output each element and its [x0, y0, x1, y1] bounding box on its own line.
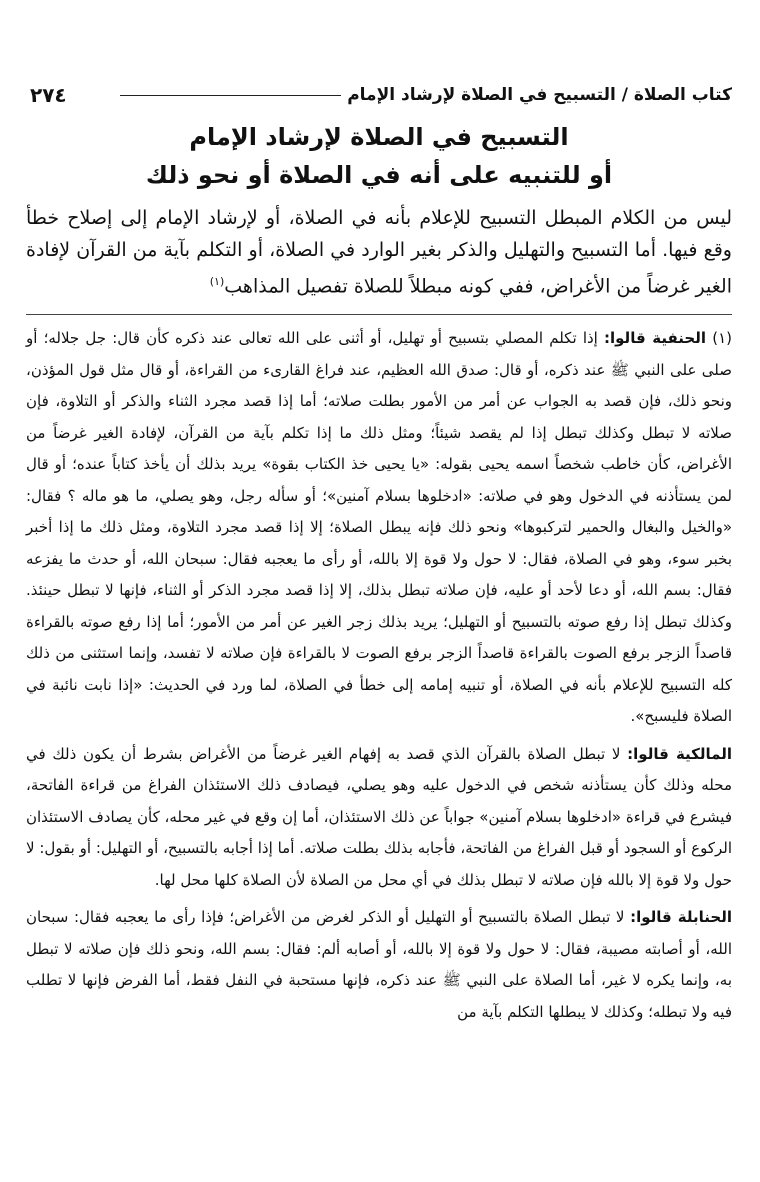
footnote-reference: (١) — [209, 275, 225, 288]
section-title — [26, 118, 732, 194]
header-rule — [120, 95, 341, 96]
page-number: ٢٧٤ — [30, 83, 67, 107]
footnote-text-hanbali: لا تبطل الصلاة بالتسبيح أو التهليل أو الذكر لغرض من الأغراض؛ فإذا رأى ما يعجبه فقال: سبحان الله، أو أصابته مصيبة، فقال: لا حول ولا قوة إلا بالله، أو أصابه ألم: فقال: بسم الله، ونحو ذلك فإن صلاته لا تبطل به، وإنما يكره لا غير، أما الصلاة على النبي ﷺ عند ذكره، فإنها مستحبة في النفل فقط، أما الفرض فإنها لا تطلب فيه ولا تبطله؛ وكذلك لا يبطلها التكلم بآية من — [26, 908, 732, 1021]
footnote-hanafi — [26, 323, 732, 733]
section-title-line-1: التسبيح في الصلاة لإرشاد الإمام — [189, 123, 569, 151]
school-label-hanbali: الحنابلة قالوا: — [630, 908, 732, 927]
footnote-maliki — [26, 739, 732, 897]
footnote-marker: (١) — [712, 329, 732, 348]
section-title-line-2: أو للتنبيه على أنه في الصلاة أو نحو ذلك — [145, 161, 613, 189]
footnote-text-maliki: لا تبطل الصلاة بالقرآن الذي قصد به إفهام الغير غرضاً من الأغراض بشرط أن يكون ذلك في محله وذلك كأن يستأذنه شخص في الدخول عليه وهو يصلي، فيصادف ذلك الاستئذان الفراغ من قراءة الفاتحة، فيشرع في قراءة «ادخلوها بسلام آمنين» جواباً عن ذلك الاستئذان، أما إن وقع في غير محله، كأن يصادف الاستئذان الركوع أو السجود أو قبل الفراغ من الفاتحة، فأجابه بذلك بطلت صلاته. أما إذا أجابه بالتسبيح، أو التهليل: أو بقول: لا حول ولا قوة إلا بالله فإن صلاته لا تبطل بذلك في أي محل من الصلاة لأن الصلاة كلها محل لها. — [26, 744, 732, 889]
intro-text: ليس من الكلام المبطل التسبيح للإعلام بأنه في الصلاة، أو لإرشاد الإمام إلى إصلاح خطأ وقع فيها. أما التسبيح والتهليل والذكر بغير الوارد في الصلاة، أو التكلم بآية من القرآن لإفادة الغير غرضاً من الأغراض، ففي كونه مبطلاً للصلاة تفصيل المذاهب — [26, 207, 732, 298]
footnote-hanbali — [26, 902, 732, 1028]
page-header — [26, 78, 732, 112]
running-title: كتاب الصلاة / التسبيح في الصلاة لإرشاد الإمام — [347, 85, 732, 105]
intro-paragraph — [26, 202, 732, 302]
school-label-maliki: المالكية قالوا: — [627, 744, 732, 763]
school-label-hanafi: الحنفية قالوا: — [604, 329, 707, 348]
footnote-separator — [26, 314, 732, 315]
footnote-text-hanafi: إذا تكلم المصلي بتسبيح أو تهليل، أو أثنى على الله تعالى عند ذكره كأن قال: جل جلاله؛ أو صلى على النبي ﷺ عند ذكره، أو قال: صدق الله العظيم، عند فراغ القارىء من القراءة، أو قال مثل قول المؤذن، ونحو ذلك، فإن قصد به الجواب عن أمر من الأمور بطلت صلاته؛ أما إذا قصد مجرد الثناء والذكر أو التلاوة، فإن صلاته لا تبطل وكذلك تبطل إذا لم يقصد شيئاً؛ ومثل ذلك ما إذا تكلم بآية من القرآن، لإفادة الغير غرضاً من الأغراض، كأن خاطب شخصاً اسمه يحيى بقوله: «يا يحيى خذ الكتاب بقوة» يريد بذلك أن يأخذ كتاباً عنده؛ أو قال لمن يستأذنه في الدخول وهو في صلاته: «ادخلوها بسلام آمنين»؛ أو سأله رجل، وهو يصلي، ما هو ماله ؟ فقال: «والخيل والبغال والحمير لتركبوها» ونحو ذلك فإنه يبطل الصلاة؛ إلا إذا قصد مجرد التلاوة، ومثل ذلك ما إذا أخبر بخبر سوء، وهو في الصلاة، فقال: لا حول ولا قوة إلا بالله، أو رأى ما يعجبه فقال: سبحان الله، أو حدث ما يفزعه فقال: بسم الله، أو دعا لأحد أو عليه، فإن صلاته تبطل بذلك، إلا إذا قصد مجرد الذكر أو الثناء، فإنها لا تبطل حينئذ. وكذلك تبطل إذا رفع صوته بالتسبيح أو التهليل؛ يريد بذلك زجر الغير عن أمر من الأمور؛ أما إذا رفع صوته بالقراءة قاصداً الزجر برفع الصوت بالقراءة قاصداً الزجر برفع الصوت لا بالقراءة فإن صلاته لا تفسد، وإنما استثنى من ذلك كله التسبيح للإعلام بأنه في الصلاة، أو تنبيه إمامه إلى خطأ في الصلاة، لما ورد في الحديث: «إذا نابت نائبة في الصلاة فليسبح». — [26, 329, 732, 726]
